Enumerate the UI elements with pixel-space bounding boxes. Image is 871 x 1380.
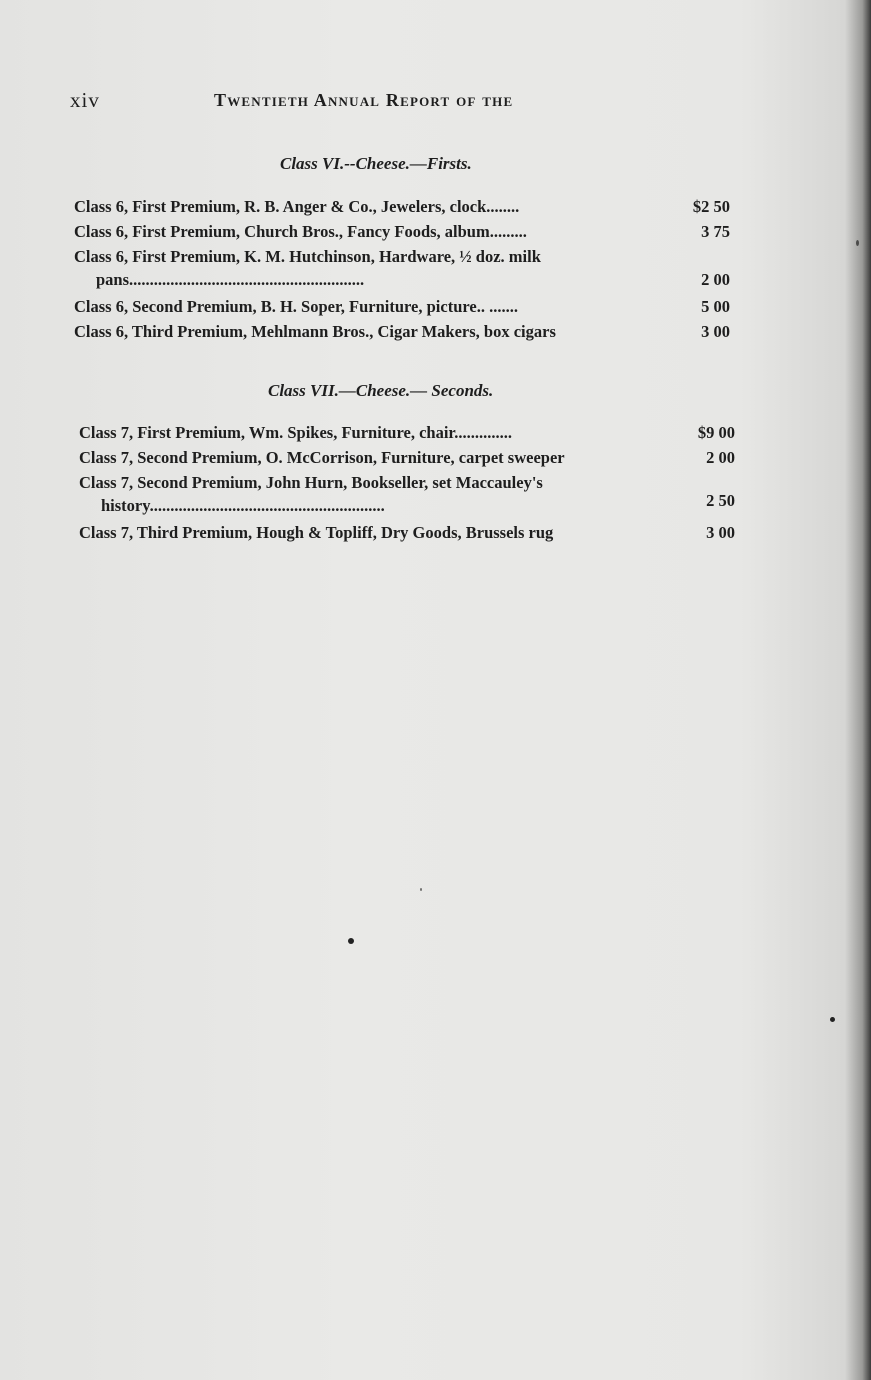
list-item xyxy=(74,244,730,294)
section-title-class-6: Class VI.--Cheese.—Firsts. xyxy=(280,154,472,173)
scan-speck xyxy=(348,938,354,944)
entry-description: Class 6, First Premium, K. M. Hutchinson, Hardware, ½ doz. milk xyxy=(74,247,541,266)
entry-description: Class 7, Second Premium, O. McCorrison, Furniture, carpet sweeper xyxy=(79,448,565,467)
list-item xyxy=(79,520,735,545)
premium-list-class-6 xyxy=(74,194,730,344)
running-head: Twentieth Annual Report of the xyxy=(214,90,514,110)
scan-speck xyxy=(830,1017,835,1022)
entry-amount: 5 00 xyxy=(701,297,730,316)
entry-description: Class 7, First Premium, Wm. Spikes, Furniture, chair.............. xyxy=(79,423,512,442)
list-item xyxy=(74,319,730,344)
scan-speck xyxy=(420,888,422,891)
entry-amount: $2 50 xyxy=(692,197,730,216)
scan-speck xyxy=(856,240,859,246)
entry-amount: $9 00 xyxy=(697,423,735,442)
section-title-class-7: Class VII.—Cheese.— Seconds. xyxy=(268,381,494,400)
entry-amount: 2 50 xyxy=(706,491,735,510)
entry-amount: 3 75 xyxy=(701,222,730,241)
entry-description: Class 6, First Premium, Church Bros., Fancy Foods, album......... xyxy=(74,222,527,241)
list-item xyxy=(74,219,730,244)
premium-list-class-7 xyxy=(79,420,735,545)
list-item xyxy=(79,470,735,520)
entry-description-continued: history......................................................... xyxy=(101,496,385,515)
list-item xyxy=(79,420,735,445)
list-item xyxy=(74,294,730,319)
entry-amount: 3 00 xyxy=(706,523,735,542)
entry-description: Class 6, Second Premium, B. H. Soper, Furniture, picture.. ....... xyxy=(74,297,518,316)
entry-description: Class 6, Third Premium, Mehlmann Bros., Cigar Makers, box cigars xyxy=(74,322,556,341)
entry-amount: 3 00 xyxy=(701,322,730,341)
entry-amount: 2 00 xyxy=(706,448,735,467)
list-item xyxy=(79,445,735,470)
list-item xyxy=(74,194,730,219)
entry-amount: 2 00 xyxy=(701,270,730,289)
entry-description-continued: pans......................................................... xyxy=(96,270,365,289)
page-header xyxy=(70,88,770,118)
page-number: xiv xyxy=(70,88,100,112)
entry-description: Class 7, Third Premium, Hough & Topliff, Dry Goods, Brussels rug xyxy=(79,523,554,542)
entry-description: Class 7, Second Premium, John Hurn, Bookseller, set Maccauley's xyxy=(79,473,543,492)
entry-description: Class 6, First Premium, R. B. Anger & Co., Jewelers, clock........ xyxy=(74,197,520,216)
